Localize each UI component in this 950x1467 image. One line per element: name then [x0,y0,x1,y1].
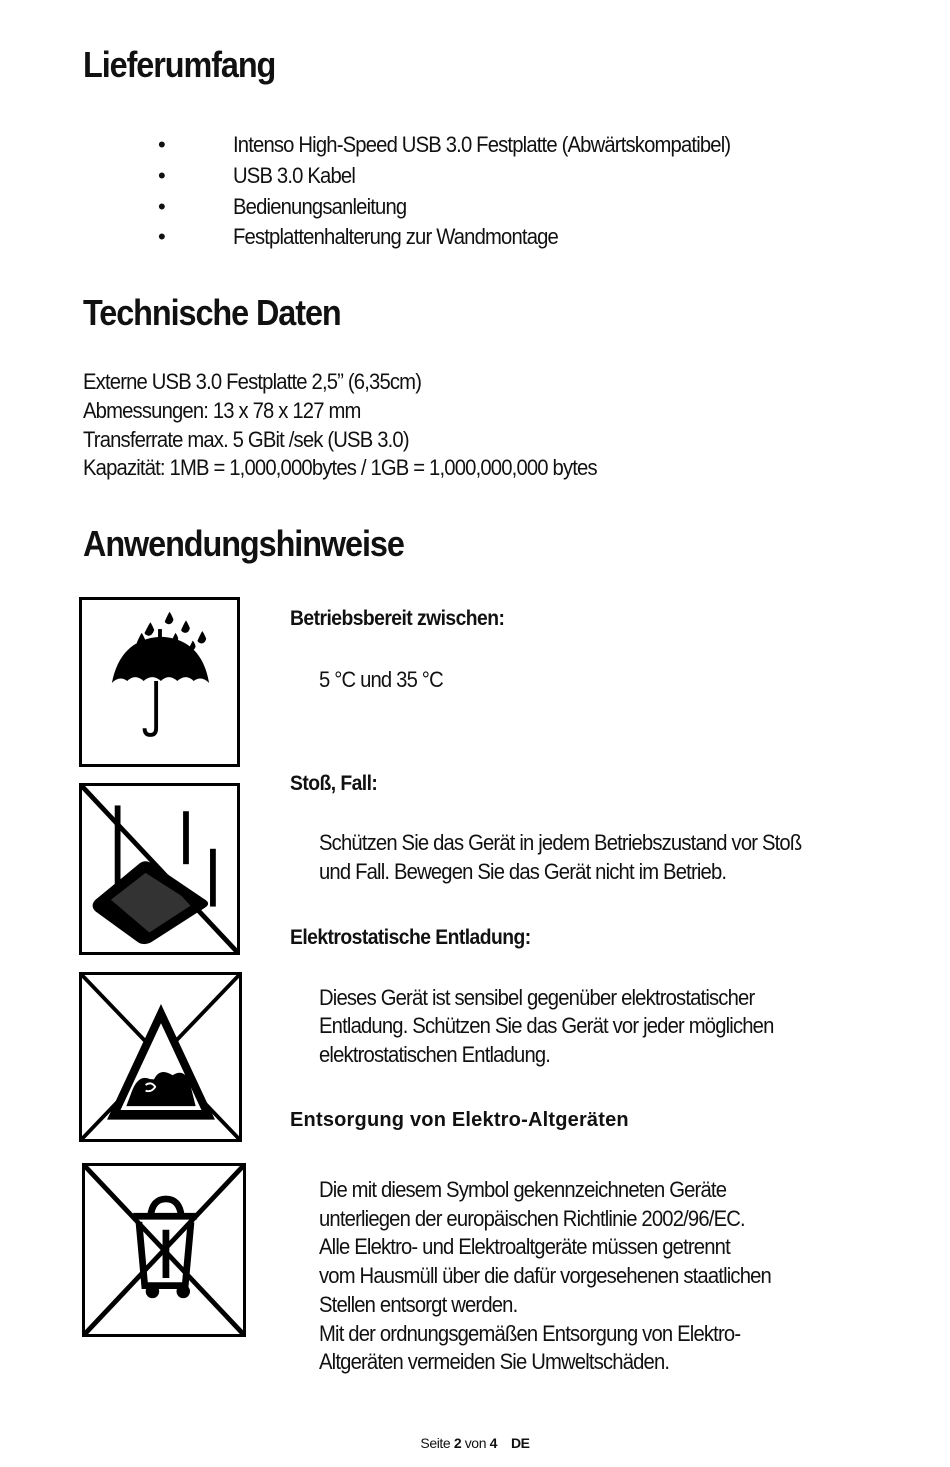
heading-entsorgung: Entsorgung von Elektro-Altgeräten [290,1109,629,1131]
text-esd-line: elektrostatischen Entladung. [319,1042,551,1067]
text-stoss-line: und Fall. Bewegen Sie das Gerät nicht im Betrieb. [319,859,727,884]
list-item-text: USB 3.0 Kabel [233,163,356,188]
text-stoss-line: Schützen Sie das Gerät in jedem Betriebszustand vor Stoß [319,830,802,855]
page-footer [0,1435,950,1451]
no-drop-icon [79,783,240,955]
text-entsorgung-line: Alle Elektro- und Elektroaltgeräte müssen getrennt [319,1234,730,1259]
crossed-bin-icon [82,1163,246,1337]
list-item [0,222,950,252]
heading-esd: Elektrostatische Entladung: [290,926,531,949]
text-entsorgung-line: vom Hausmüll über die dafür vorgesehenen staatlichen [319,1263,771,1288]
spec-line: Transferrate max. 5 GBit /sek (USB 3.0) [83,427,409,452]
spec-line: Abmessungen: 13 x 78 x 127 mm [83,398,361,423]
bullet: • [158,224,166,249]
heading-stoss-fall: Stoß, Fall: [290,772,378,795]
esd-warning-icon [79,972,242,1142]
text-entsorgung-line: Die mit diesem Symbol gekennzeichneten Geräte [319,1177,727,1202]
section-title-technische-daten: Technische Daten [83,292,341,333]
text-entsorgung-line: unterliegen der europäischen Richtlinie 2002/96/EC. [319,1206,745,1231]
umbrella-rain-icon [79,597,240,767]
text-entsorgung-line: Mit der ordnungsgemäßen Entsorgung von Elektro- [319,1321,741,1346]
list-item-text: Bedienungsanleitung [233,194,407,219]
text-esd-line: Dieses Gerät ist sensibel gegenüber elektrostatischer [319,985,755,1010]
section-title-lieferumfang: Lieferumfang [83,44,276,85]
text-esd-line: Entladung. Schützen Sie das Gerät vor jeder möglichen [319,1013,774,1038]
footer-prefix: Seite [420,1435,451,1451]
bullet: • [158,163,166,188]
bullet: • [158,194,166,219]
footer-page-number: 2 [453,1435,462,1451]
text-entsorgung-line: Stellen entsorgt werden. [319,1292,518,1317]
list-item-text: Intenso High-Speed USB 3.0 Festplatte (Abwärtskompatibel) [233,132,731,157]
footer-language: DE [510,1435,530,1451]
spec-line: Externe USB 3.0 Festplatte 2,5” (6,35cm) [83,369,422,394]
list-item-text: Festplattenhalterung zur Wandmontage [233,224,558,249]
list-item [0,161,950,191]
list-item [0,192,950,222]
spec-line: Kapazität: 1MB = 1,000,000bytes / 1GB = 1,000,000,000 bytes [83,455,597,480]
heading-betriebsbereit: Betriebsbereit zwischen: [290,607,505,630]
footer-mid: von [464,1435,487,1451]
bullet: • [158,132,166,157]
text-temperature: 5 °C und 35 °C [319,667,443,692]
section-title-anwendungshinweise: Anwendungshinweise [83,523,404,564]
footer-total-pages: 4 [489,1435,497,1451]
text-entsorgung-line: Altgeräten vermeiden Sie Umweltschäden. [319,1349,670,1374]
list-item [0,130,950,160]
